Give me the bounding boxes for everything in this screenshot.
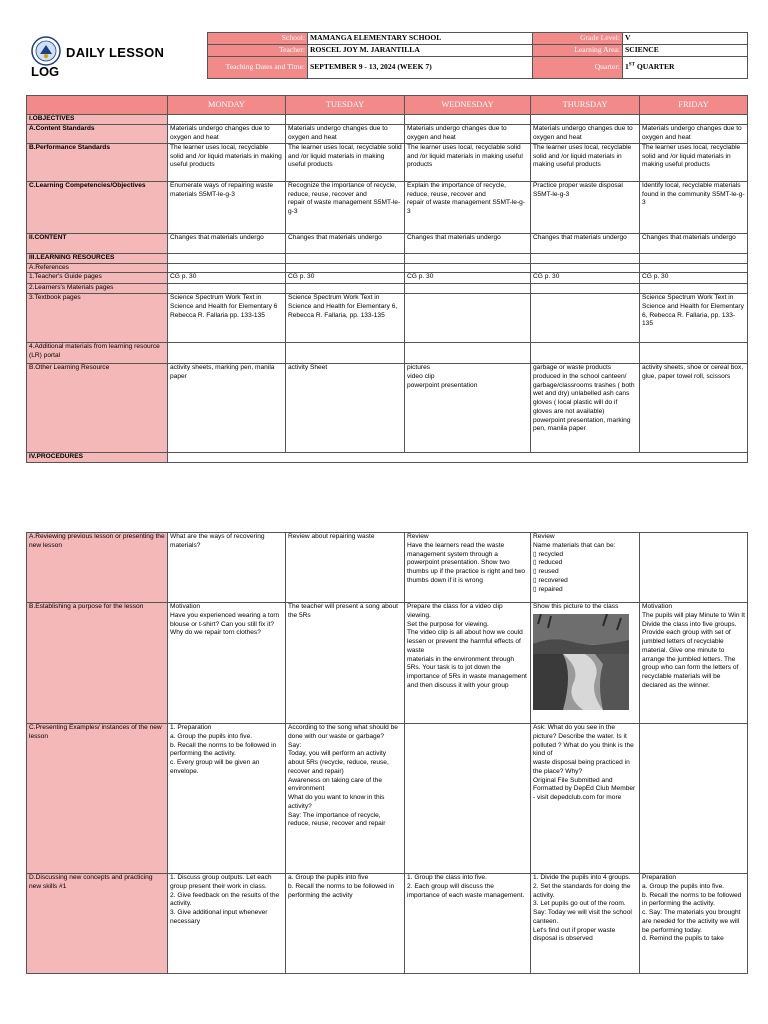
cell: Review about repairing waste [286,533,405,603]
row-label: C.Presenting Examples/ instances of the new lesson [27,724,168,874]
day-header: MONDAY [168,96,286,115]
cell: Practice proper waste disposal S5MT-le-g-3 [531,181,640,233]
row-label: B.Performance Standards [27,143,168,181]
cell [531,294,640,343]
deped-seal [31,36,61,66]
page-title: DAILY LESSON [66,45,165,60]
teacher-label: Teacher: [208,45,308,57]
dates-label: Teaching Dates and Time: [208,57,308,79]
row-label: II.CONTENT [27,233,168,253]
section-procedures: IV.PROCEDURES [27,453,168,463]
cell: The learner uses local, recyclable solid and /or liquid materials in making useful products [405,143,531,181]
day-header: FRIDAY [640,96,748,115]
cell: Prepare the class for a video clip viewing. Set the purpose for viewing. The video clip is all about how we could lessen or prevent the harmful effects of waste materials in the environment through 5Rs. Your task is to jot down the importance of 5Rs in waste management and then discuss it with your group [405,603,531,724]
cell: The learner uses local, recyclable solid and /or liquid materials in making useful products [286,143,405,181]
cell: The learner uses local, recyclable solid and /or liquid materials in making useful products [168,143,286,181]
cell: According to the song what should be done with our waste or garbage? Say: Today, you will perform an activity about 5Rs (recycle, reduce, reuse, recover and repair) Awareness on taking care of the environment What do you want to know in this activity? Say: The importance of recycle, reduce, reuse, recover and repair [286,724,405,874]
cell: activity sheets, shoe or cereal box, glue, paper towel roll, scissors [640,364,748,453]
cell: Enumerate ways of repairing waste materials S5MT-le-g-3 [168,181,286,233]
row-label: B.Establishing a purpose for the lesson [27,603,168,724]
lesson-table-1 [26,95,748,463]
cell: Materials undergo changes due to oxygen and heat [405,124,531,143]
cell [405,294,531,343]
grade-value: V [623,33,748,45]
cell: 1. Divide the pupils into 4 groups. 2. Set the standards for doing the activity. 3. Let pupils go out of the room. Say: Today we will visit the school canteen. Let's find out if proper waste disposal is observed [531,874,640,974]
cell: Explain the importance of recycle, reduce, reuse, recover and repair of waste management S5MT-le-g-3 [405,181,531,233]
quarter-label: Quarter: [533,57,623,79]
cell: Materials undergo changes due to oxygen and heat [640,124,748,143]
row-label: B.Other Learning Resource [27,364,168,453]
cell [640,724,748,874]
header-info-table [207,32,748,79]
cell: Changes that materials undergo [405,233,531,253]
cell: CG p. 30 [531,273,640,284]
cell: garbage or waste products produced in the school canteen/ garbage/classrooms trashes ( both wet and dry) unlabelled ash cans gloves ( local plastic will do if gloves are not available) powerpoint presentation, marking pen, manila paper [531,364,640,453]
cell: Science Spectrum Work Text in Science and Health for Elementary 6, Rebecca R. Fallaria, pp. 133-135 [640,294,748,343]
area-label: Learning Area: [533,45,623,57]
row-label: A.References [27,263,168,273]
cell: Review Name materials that can be: ▯ recycled ▯ reduced ▯ reused ▯ recovered ▯ repaired [531,533,640,603]
cell [405,724,531,874]
row-label: D.Discussing new concepts and practicing new skills #1 [27,874,168,974]
row-label: A.Content Standards [27,124,168,143]
cell: pictures video clip powerpoint presentation [405,364,531,453]
cell: a. Group the pupils into five b. Recall the norms to be followed in performing the activity [286,874,405,974]
cell: Review Have the learners read the waste management system through a powerpoint presentation. Show two thumbs up if the practice is right and two thumbs down if it is wrong [405,533,531,603]
page-title-log: LOG [31,64,60,79]
cell: The learner uses local, recyclable solid and /or liquid materials in making useful products [531,143,640,181]
cell: activity sheets, marking pen, manila paper [168,364,286,453]
cell: The learner uses local, recyclable solid and /or liquid materials in making useful products [640,143,748,181]
row-label: A.Reviewing previous lesson or presenting the new lesson [27,533,168,603]
school-label: School: [208,33,308,45]
cell: Motivation The pupils will play Minute to Win It Divide the class into five groups. Provide each group with set of jumbled letters of recyclable material. Give one minute to arrange the jumbled letters. The group who can form the letters of recyclable materials will be declared as the winner. [640,603,748,724]
dates-value: SEPTEMBER 9 - 13, 2024 (WEEK 7) [308,57,533,79]
section-objectives: I.OBJECTIVES [27,115,168,125]
cell: Changes that materials undergo [286,233,405,253]
cell: Materials undergo changes due to oxygen and heat [531,124,640,143]
row-label: 3.Textbook pages [27,294,168,343]
cell: Recognize the importance of recycle, reduce, reuse, recover and repair of waste management S5MT-le-g-3 [286,181,405,233]
corner-cell [27,96,168,115]
cell: Science Spectrum Work Text in Science and Health for Elementary 6, Rebecca R. Fallaria, pp. 133-135 [286,294,405,343]
cell: activity Sheet [286,364,405,453]
row-label: 2.Learners's Materials pages [27,284,168,294]
day-header: TUESDAY [286,96,405,115]
cell: Materials undergo changes due to oxygen and heat [168,124,286,143]
cell: Identify local, recyclable materials found in the community S5MT-le-g-3 [640,181,748,233]
cell: CG p. 30 [168,273,286,284]
cell: 1. Preparation a. Group the pupils into five. b. Recall the norms to be followed in performing the activity. c. Every group will be given an envelope. [168,724,286,874]
section-resources: III.LEARNING RESOURCES [27,253,168,263]
row-label: 4.Additional materials from learning resource (LR) portal [27,343,168,364]
cell: CG p. 30 [405,273,531,284]
cell: Preparation a. Group the pupils into five. b. Recall the norms to be followed in performing the activity. c. Say: The materials you brought are needed for the activity we will be performing today. d. Remind the pupils to take [640,874,748,974]
cell: Motivation Have you experienced wearing a torn blouse or t-shirt? Can you still fix it? Why do we repair torn clothes? [168,603,286,724]
school-value: MAMANGA ELEMENTARY SCHOOL [308,33,533,45]
cell: CG p. 30 [286,273,405,284]
row-label: 1.Teacher's Guide pages [27,273,168,284]
day-header: THURSDAY [531,96,640,115]
area-value: SCIENCE [623,45,748,57]
polluted-river-image [533,614,629,710]
teacher-value: ROSCEL JOY M. JARANTILLA [308,45,533,57]
cell: 1. Group the class into five. 2. Each group will discuss the importance of each waste management. [405,874,531,974]
lesson-table-2 [26,532,748,974]
cell: Ask: What do you see in the picture? Describe the water. Is it polluted ? What do you think is the kind of waste disposal being practiced in the place? Why? Original File Submitted and Formatted by DepEd Club Member - visit depedclub.com for more [531,724,640,874]
quarter-value: 1ST QUARTER [623,57,748,79]
row-label: C.Learning Competencies/Objectives [27,181,168,233]
cell [640,533,748,603]
cell: Changes that materials undergo [168,233,286,253]
cell: 1. Discuss group outputs. Let each group present their work in class. 2. Give feedback on the results of the activity. 3. Give additional input whenever necessary [168,874,286,974]
grade-label: Grade Level: [533,33,623,45]
cell: The teacher will present a song about the 5Rs [286,603,405,724]
day-header: WEDNESDAY [405,96,531,115]
cell: CG p. 30 [640,273,748,284]
cell: Science Spectrum Work Text in Science and Health for Elementary 6 Rebecca R. Fallaria pp. 133-135 [168,294,286,343]
cell: Materials undergo changes due to oxygen and heat [286,124,405,143]
cell: What are the ways of recovering materials? [168,533,286,603]
cell: Changes that materials undergo [640,233,748,253]
cell: Show this picture to the class [531,603,640,724]
cell: Changes that materials undergo [531,233,640,253]
